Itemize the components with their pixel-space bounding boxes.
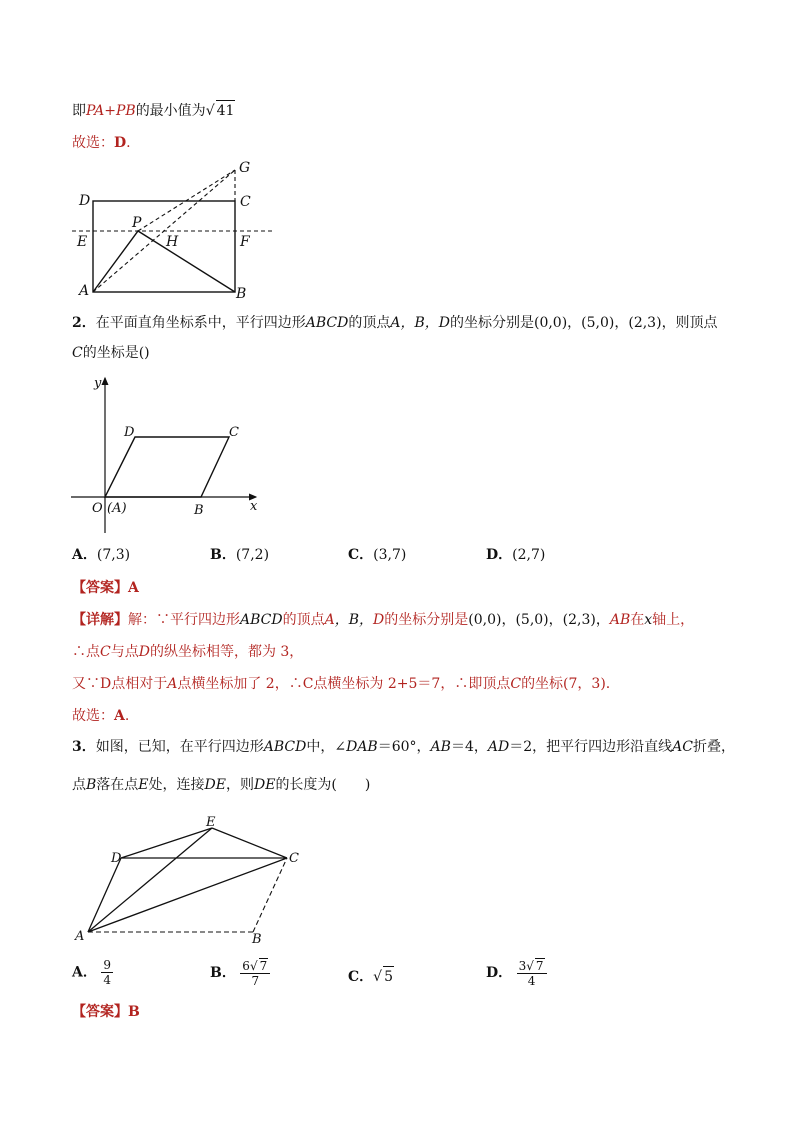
math: ABCD: [240, 612, 283, 628]
detail-label: 【详解】: [72, 612, 128, 628]
q3-answer-line: [72, 1002, 140, 1022]
math: ABCD: [305, 315, 349, 331]
fraction: [517, 958, 547, 988]
option-d[interactable]: [486, 545, 545, 565]
text: 在平面直角坐标系中，平行四边形: [95, 315, 306, 331]
segment-ec: [212, 828, 287, 858]
fraction: [101, 958, 113, 987]
q3-option-b[interactable]: [210, 958, 270, 988]
option-text: (7,3): [96, 547, 131, 563]
figure-rectangle-pah: [70, 158, 290, 304]
text: ＝60°，: [377, 739, 431, 755]
math: AB: [609, 612, 631, 628]
text: 落在点: [96, 777, 139, 793]
text: ＝2，把平行四边形沿直线: [509, 739, 673, 755]
math: C: [100, 644, 111, 660]
option-a[interactable]: [72, 545, 130, 565]
coefficient: 6: [242, 959, 250, 973]
chosen-option: D: [114, 135, 127, 151]
question-2-stem-line2: [72, 343, 150, 363]
radical-sign: √: [205, 103, 215, 119]
label-E: E: [206, 815, 216, 830]
figure-folded-parallelogram: [70, 812, 310, 947]
math: B: [86, 777, 97, 793]
segment-de: [121, 828, 212, 858]
text: 的坐标分别是: [384, 612, 469, 628]
math: DE: [253, 777, 276, 793]
question-number: 3．: [72, 739, 96, 755]
math: A，B，D: [390, 315, 450, 331]
math: DAB: [346, 739, 378, 755]
path-apb: [93, 231, 235, 292]
label-P: P: [132, 215, 142, 231]
label-E: E: [77, 234, 88, 250]
text: 在: [630, 612, 645, 628]
text: ，则: [225, 777, 254, 793]
numerator: 6√ 7: [240, 958, 270, 974]
option-letter: D．: [486, 547, 513, 563]
option-text: (3,7): [373, 547, 407, 563]
label-A: (A): [107, 501, 127, 516]
math: AB: [430, 739, 451, 755]
question-number: 2．: [72, 315, 96, 331]
label-B: B: [194, 503, 204, 518]
label-D: D: [79, 193, 91, 209]
math: AC: [672, 739, 693, 755]
expression: PA+PB: [86, 103, 136, 119]
option-c[interactable]: [348, 545, 406, 565]
text: 的顶点: [348, 315, 391, 331]
denominator: 7: [251, 974, 260, 988]
text: 点: [72, 777, 86, 793]
label-C: C: [289, 851, 299, 866]
math: A: [167, 676, 178, 692]
math: A: [324, 612, 335, 628]
math: D: [138, 644, 150, 660]
label-H: H: [166, 234, 179, 250]
text: 折叠，: [692, 739, 735, 755]
label-F: F: [240, 234, 250, 250]
option-letter: B．: [210, 547, 236, 563]
math: (0,0)，(5,0)，(2,3): [533, 315, 662, 331]
text: ∴点: [72, 644, 100, 660]
text: 即: [72, 103, 86, 119]
math: ，B，: [334, 612, 374, 628]
answer-label: 【答案】: [72, 1004, 128, 1020]
detail-line-1: [72, 610, 694, 630]
text: 的纵坐标相等，都为 3，: [149, 644, 304, 660]
math: D: [373, 612, 385, 628]
label-D: D: [124, 425, 135, 440]
option-letter: C．: [348, 547, 374, 563]
text: 的长度为( ): [275, 777, 371, 793]
text: ，则顶点: [661, 315, 718, 331]
radicand: 7: [259, 959, 268, 973]
text: 的坐标分别是: [449, 315, 534, 331]
label-B: B: [252, 932, 262, 947]
label-G: G: [239, 160, 251, 176]
question-2-stem-line1: [72, 313, 718, 333]
option-letter: A．: [72, 964, 97, 981]
choice-line: [72, 133, 131, 153]
label-A: A: [79, 283, 90, 299]
text: 的坐标是(): [82, 345, 150, 361]
q3-option-c[interactable]: [348, 966, 394, 987]
text: 的最小值为: [135, 103, 206, 119]
text: 故选：: [72, 708, 114, 724]
text: 处，连接: [148, 777, 205, 793]
option-text: (7,2): [235, 547, 270, 563]
label-y: y: [94, 376, 102, 391]
text: 的坐标(7，3).: [521, 676, 611, 692]
answer-value: B: [128, 1004, 140, 1020]
detail-line-3: [72, 674, 610, 694]
text: 故选：: [72, 135, 114, 151]
answer-value: A: [128, 580, 139, 596]
radicand: 5: [383, 966, 394, 987]
label-B: B: [236, 286, 247, 302]
math: C: [510, 676, 522, 692]
segment-ae: [88, 828, 212, 932]
question-3-stem-line2: [72, 775, 370, 795]
text: 的顶点: [282, 612, 325, 628]
math: DE: [204, 777, 226, 793]
denominator: 4: [527, 974, 536, 988]
math: x: [644, 612, 653, 628]
math: ABCD: [263, 739, 307, 755]
radicand: 7: [535, 959, 544, 973]
text: .: [126, 135, 131, 151]
question-3-stem-line1: [72, 737, 735, 757]
segment-ac: [88, 858, 287, 932]
label-C: C: [240, 194, 251, 210]
label-x: x: [250, 499, 258, 514]
radical-sign: √: [373, 969, 383, 985]
text: 又∵D点相对于: [72, 676, 168, 692]
answer-label: 【答案】: [72, 580, 128, 596]
option-b[interactable]: [210, 545, 269, 565]
text: 点横坐标加了 2，∴C点横坐标为 2+5＝7，∴即顶点: [177, 676, 511, 692]
detail-line-2: [72, 642, 303, 662]
option-text: (2,7): [512, 547, 546, 563]
chosen-option: A: [114, 708, 125, 724]
label-C: C: [229, 425, 239, 440]
math: (0,0)，(5,0)，(2,3)，: [468, 612, 610, 628]
text: 中，∠: [306, 739, 347, 755]
numerator: 3√ 7: [517, 958, 547, 974]
parallelogram-abcd: [105, 437, 229, 497]
answer-line: [72, 578, 139, 598]
numerator: 9: [103, 958, 111, 972]
math: AD: [487, 739, 510, 755]
coefficient: 3: [518, 959, 527, 973]
figure-coordinate-parallelogram: [70, 370, 265, 535]
text: 解：∵平行四边形: [128, 612, 240, 628]
text: 如图，已知，在平行四边形: [95, 739, 264, 755]
option-letter: C．: [348, 969, 374, 985]
label-O: O: [92, 501, 103, 516]
option-letter: D．: [486, 965, 513, 981]
label-D: D: [111, 851, 122, 866]
label-A: A: [75, 929, 85, 944]
text: ＝4，: [450, 739, 488, 755]
fraction: [240, 958, 270, 988]
q3-option-d[interactable]: [486, 958, 547, 988]
conclusion-line: [72, 100, 235, 121]
math: C: [72, 345, 83, 361]
text: 与点: [110, 644, 139, 660]
text: .: [124, 708, 130, 724]
denominator: 4: [103, 973, 111, 987]
text: 轴上，: [652, 612, 695, 628]
option-letter: A．: [72, 547, 97, 563]
q3-option-a[interactable]: [72, 958, 113, 987]
option-letter: B．: [210, 965, 236, 981]
math: E: [138, 777, 149, 793]
radicand: 41: [216, 100, 236, 121]
choice-line-2: [72, 706, 129, 726]
